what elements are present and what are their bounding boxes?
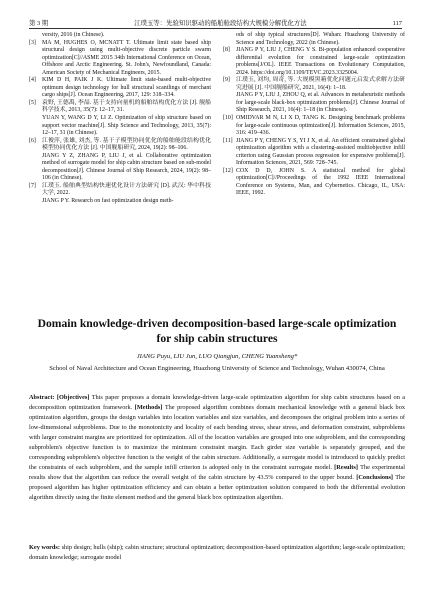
reference-entry [29, 100, 211, 115]
reference-number: [3] [29, 39, 36, 46]
keywords-label: Key words: [29, 544, 60, 551]
reference-text: JIANG P Y. Research on fast optimization design meth- [42, 198, 174, 205]
reference-number: [8] [223, 47, 230, 54]
issue-label: 第 3 期 [29, 20, 49, 27]
results-tag: [Results] [334, 463, 358, 471]
running-title: 江璞玉等：先验知识驱动的船舶舱段结构大规模分解优化方法 [134, 20, 307, 27]
reference-entry [223, 92, 405, 115]
header-rule [29, 28, 402, 29]
abstract-conclusions: The proposed algorithm has higher optimization efficiency and can obtain a better optimization solution compared to both the differential evolution algorithm directly using the finite element method and the general black box optimization algorithm. [29, 473, 405, 501]
reference-entry [29, 115, 211, 138]
reference-entry [29, 32, 211, 40]
reference-entry [223, 77, 405, 92]
reference-number: [5] [29, 99, 36, 106]
keywords [29, 543, 405, 563]
reference-entry [29, 77, 211, 100]
reference-text: YUAN Y, WANG D Y, LI Z. Optimization of ship structure based on support vector machine[J]. Ship Science and Technology, 2013, 35(7): 12–17, 31 (in Chinese). [42, 115, 211, 137]
abstract-objectives: This paper proposes a domain knowledge-driven large-scale optimization algorithm for ship cabin structures based on a decomposition optimization framework. [29, 394, 405, 411]
abstract-methods: The proposed algorithm combines domain mechanical knowledge with a general black box optimization algorithm, groups the design variables into location variables and size variables, and decomposes the original problem into a series of low-dimensional subproblems. Due to the monotonicity and locality of each bending stress, shear stress, and deformation constraint, subproblems with larger constraint margins are prioritized for optimization. All of the location variables are grouped into one subproblem, and the corresponding subproblem's objective function is to maximize the minimum constraint margin. Each girder size variable is separately grouped, and the corresponding subproblem's objective function is the weight of the cabin structure. Additionally, a surrogate model is introduced to quickly predict the constraints of each subproblem, and the sample infill criterion is adopted only in the constraint surrogate model. [29, 403, 406, 471]
objectives-tag: [Objectives] [56, 394, 90, 401]
reference-number: [11] [223, 137, 233, 144]
reference-number: [9] [223, 77, 230, 84]
reference-entry [29, 40, 211, 78]
reference-entry [29, 198, 211, 206]
reference-text: OMIDVAR M N, LI X D, TANG K. Designing benchmark problems for large-scale continuous optimization[J]. Information Sciences, 2015, 316: 419–436. [236, 115, 405, 137]
reference-text: KIM D H, PAIK J K. Ultimate limit state-based multi-objective optimum design technology for hull structural scantlings of merchant cargo ships[J]. Ocean Engineering, 2017, 129: 318–334. [42, 77, 211, 99]
reference-number: [6] [29, 137, 36, 144]
reference-text: COX D D, JOHN S. A statistical method for global optimization[C]//Proceedings of the 1992 IEEE International Conference on Systems, Man, and Cybernetics. Chicago, IL, USA: IEEE, 1992. [236, 167, 405, 197]
conclusions-tag: [Conclusions] [356, 473, 394, 481]
references-right-column [223, 32, 405, 206]
reference-text: 江璞玉, 刘均, 周奇, 等. 大规模黑箱优化问题元启发式求解方法研究进展 [J]. 中国舰船研究, 2021, 16(4): 1–18. [236, 77, 405, 91]
references-left-column [29, 32, 211, 206]
reference-number: [7] [29, 182, 36, 189]
abstract [29, 393, 405, 502]
reference-text: 袁野, 王德禹, 李喆. 基于支持向量机的船舶结构优化方法 [J]. 舰船科学技术, 2013, 35(7): 12–17, 31. [42, 99, 211, 114]
abstract-label: Abstract: [29, 394, 55, 401]
reference-number: [12] [223, 167, 233, 174]
references-section [29, 32, 405, 206]
reference-entry [223, 115, 405, 138]
reference-text: JIANG P Y, CHENG Y S, YI J X, et al. An efficient constrained global optimization algorithm with a clustering-assisted multiobjective infill criterion using Gaussian process regression for expensive problems[J]. Information Sciences, 2021, 569: 728–745. [236, 137, 405, 167]
reference-number: [4] [29, 77, 36, 84]
reference-text: JIANG P Y, LIU J, CHENG Y S. Bi-population enhanced cooperative differential evolution for constrained large-scale optimization problems[J/OL]. IEEE Transactions on Evolutionary Computation, 2024. https://doi.org/10.1109/TEVC.2023.3325004. [236, 47, 405, 76]
paper-affiliation: School of Naval Architecture and Ocean Engineering, Huazhong University of Science and Technology, Wuhan 430074, China [49, 365, 385, 372]
page-number: 117 [392, 20, 402, 27]
reference-text: 江璞玉. 船舶典型结构快速优化设计方法研究 [D]. 武汉: 华中科技大学, 2022. [42, 182, 211, 197]
paper-authors: JIANG Puyu, LIU Jun, LUO Qiangjun, CHENG Yuansheng* [136, 353, 298, 360]
reference-text: JIANG Y Z, ZHANG P, LIU J, et al. Collaborative optimization method of surrogate model for ship cabin structure based on sub-model decomposition[J]. Chinese Journal of Ship Research, 2024, 19(2): 98–106 (in Chinese). [42, 152, 211, 182]
methods-tag: [Methods] [134, 403, 163, 411]
reference-entry [29, 183, 211, 198]
reference-text: 江俊萍, 张雄, 刘杰, 等. 基于子模型协同优化的船舶舱段结构优化模型协同优化方法 [J]. 中国舰船研究, 2024, 19(2): 98–106. [42, 137, 211, 152]
reference-entry [29, 138, 211, 153]
reference-text: ods of ship typical structures[D]. Wuhan: Huazhong University of Science and Technology, 2022 (in Chinese). [236, 32, 405, 46]
reference-entry [29, 153, 211, 183]
running-header [29, 15, 402, 27]
reference-number: [10] [223, 115, 233, 122]
reference-entry [223, 47, 405, 77]
reference-text: versity, 2016 (in Chinese). [42, 32, 105, 38]
reference-entry [223, 168, 405, 198]
abstract-results: The experimental results show that the algorithm can reduce the overall weight of the cabin structure by 43.5% compared to the upper bound. [29, 463, 405, 481]
reference-entry [223, 32, 405, 47]
reference-entry [223, 138, 405, 168]
paper-title: Domain knowledge-driven decomposition-based large-scale optimization for ship cabin structures [37, 317, 397, 346]
reference-text: MA M, HUGHES O, MCNATT T. Ultimate limit state based ship structural design using multi-objective discrete particle swarm optimization[C]//ASME 2015 34th International Conference on Ocean, Offshore and Arctic Engineering. St. John's, Newfoundland, Canada: American Society of Mechanical Engineers, 2015. [42, 39, 211, 76]
keywords-text: ship design; hulls (ship); cabin structure; structural optimization; decomposition-based optimization algorithm; large-scale optimization; domain knowledge; surrogate model [29, 544, 405, 561]
reference-text: JIANG P Y, LIU J, ZHOU Q, et al. Advances in metaheuristic methods for large-scale black-box optimization problems[J]. Chinese Journal of Ship Research, 2021, 16(4): 1–18 (in Chinese). [236, 92, 405, 114]
